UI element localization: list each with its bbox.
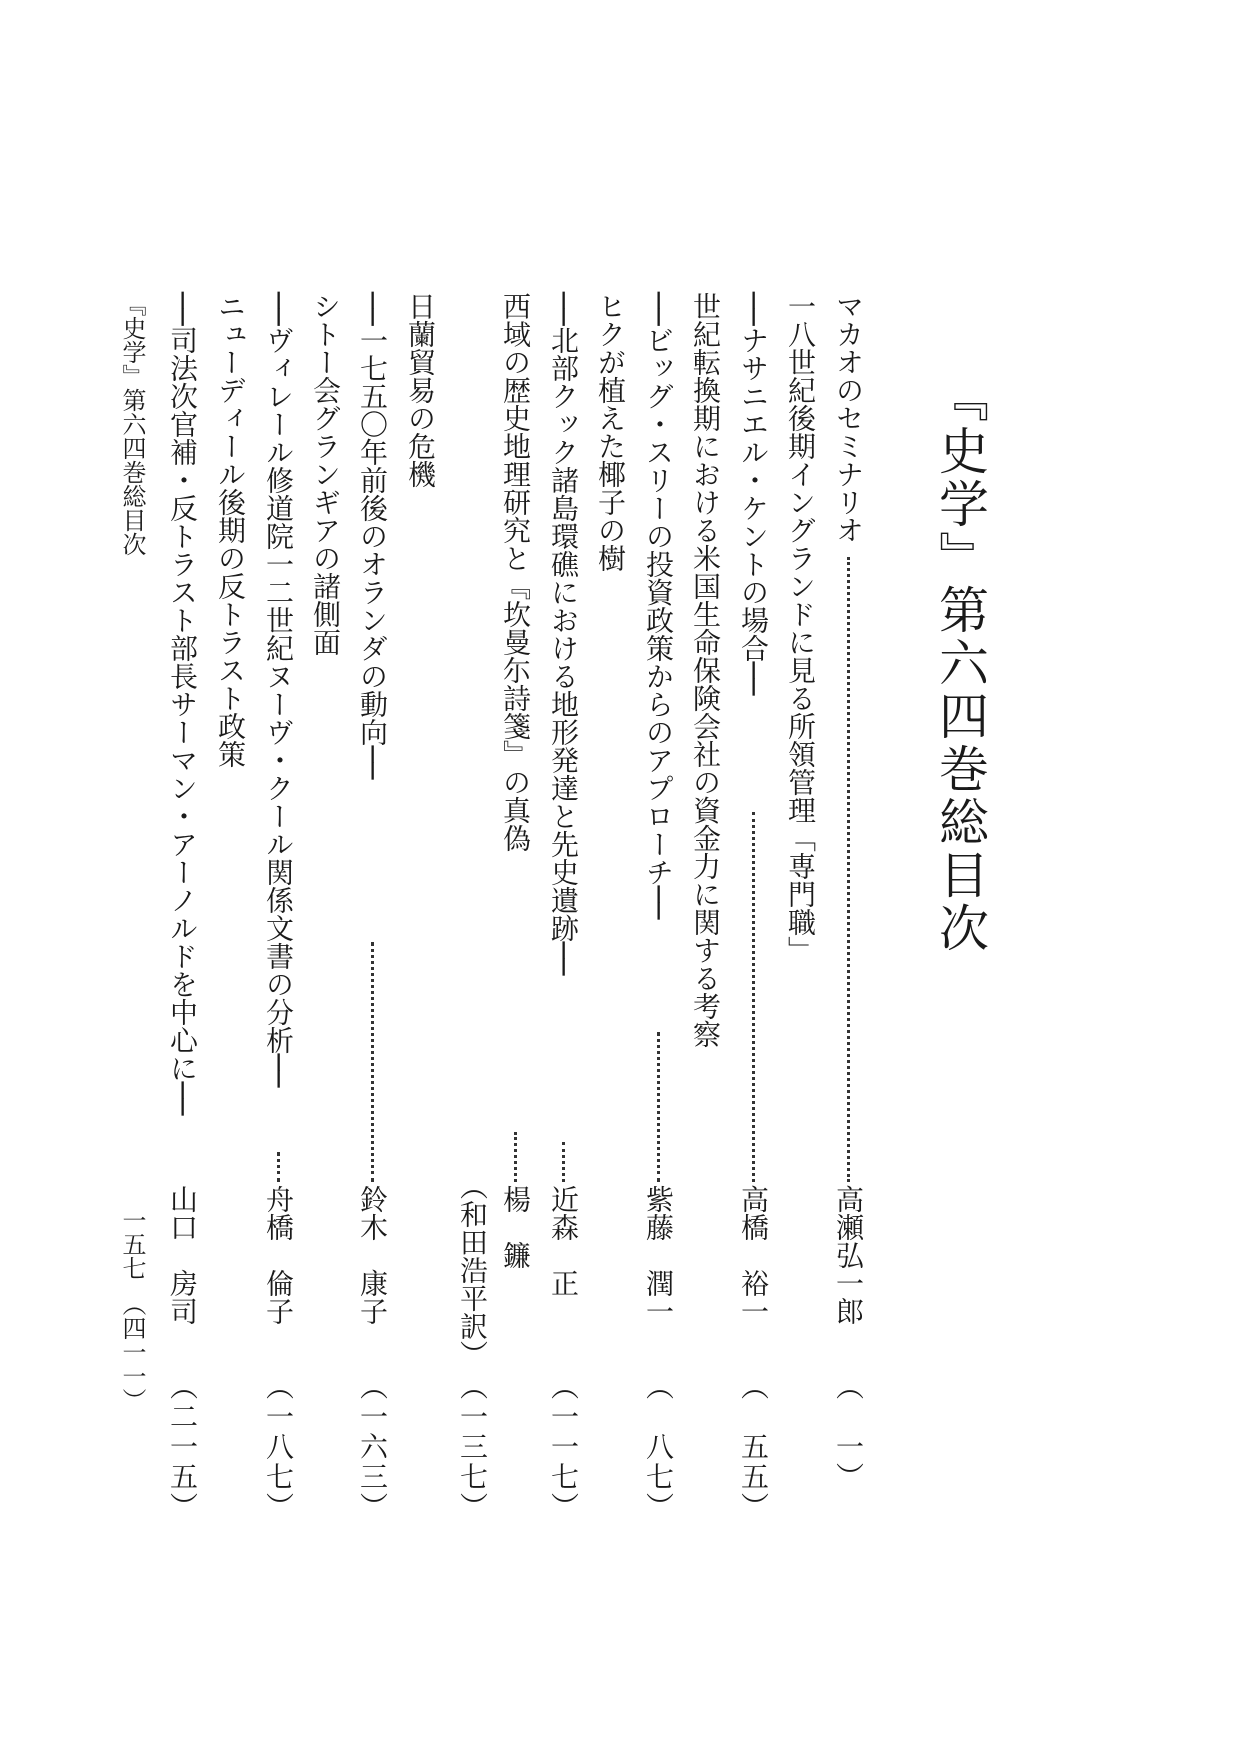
entry-author: 鈴木 康子: [356, 1185, 389, 1325]
toc-entry: [352, 292, 392, 1532]
entry-subtitle: ──ヴィレール修道院一二世紀ヌーヴ・クール関係文書の分析──: [262, 292, 295, 1088]
entry-author: 紫藤 潤一: [642, 1185, 675, 1325]
dot-leader: [847, 557, 850, 1182]
toc-entry: [590, 292, 630, 1532]
entry-subtitle: ──ビッグ・スリーの投資政策からのアプローチ──: [642, 292, 675, 920]
toc-entry: [452, 292, 492, 1532]
toc-entry: [828, 292, 868, 1532]
toc-entry: [162, 292, 202, 1532]
dot-leader: [371, 942, 374, 1182]
entry-title: ヒクが植えた椰子の樹: [594, 292, 627, 572]
entry-author: 舟橋 倫子: [262, 1185, 295, 1325]
dot-leader: [752, 812, 755, 1182]
entry-subtitle: ──司法次官補・反トラスト部長サーマン・アーノルドを中心に──: [166, 292, 199, 1116]
entry-page: （ 五五）: [737, 1372, 770, 1522]
entry-page: （一八七）: [262, 1372, 295, 1522]
entry-title: 世紀転換期における米国生命保険会社の資金力に関する考察: [689, 292, 722, 1048]
toc-entry: [685, 292, 725, 1532]
entry-title: ニューディール後期の反トラスト政策: [214, 292, 247, 768]
entry-page: （ 一）: [832, 1372, 865, 1492]
toc-entry: [638, 292, 678, 1532]
entry-author: 高橋 裕一: [737, 1185, 770, 1325]
dot-leader: [514, 1132, 517, 1182]
entry-title: 西域の歴史地理研究と『坎曼尓詩箋』の真偽: [499, 292, 532, 852]
entry-subtitle: ──ナサニエル・ケントの場合──: [737, 292, 770, 696]
entry-author: 山口 房司: [166, 1185, 199, 1325]
entry-page: （二一五）: [166, 1372, 199, 1522]
dot-leader: [657, 1032, 660, 1182]
entry-subtitle: ──北部クック諸島環礁における地形発達と先史遺跡──: [547, 292, 580, 976]
toc-entry: [495, 292, 535, 1532]
entry-page: （一三七）: [456, 1372, 489, 1522]
page-title: 『史学』第六四巻総目次: [931, 372, 989, 955]
entry-page: （一一七）: [547, 1372, 580, 1522]
entry-translator: （和田浩平訳）: [456, 1172, 489, 1368]
running-title: 『史学』第六四巻総目次: [118, 292, 146, 556]
toc-entry: [733, 292, 773, 1532]
toc-entry: [210, 292, 250, 1532]
entry-author: 楊 鐮: [499, 1185, 532, 1269]
entry-page: （一六三）: [356, 1372, 389, 1522]
entry-title: 一八世紀後期イングランドに見る所領管理「専門職」: [784, 292, 817, 964]
toc-entry: [543, 292, 583, 1532]
toc-entry: [400, 292, 440, 1532]
dot-leader: [277, 1152, 280, 1182]
entry-title: シトー会グランギアの諸側面: [309, 292, 342, 656]
entry-subtitle: ──一七五〇年前後のオランダの動向──: [356, 292, 389, 780]
entry-page: （ 八七）: [642, 1372, 675, 1522]
entry-author: 高瀬弘一郎: [832, 1185, 865, 1325]
toc-entry: [780, 292, 820, 1532]
entry-title: マカオのセミナリオ: [832, 292, 865, 544]
entry-author: 近森 正: [547, 1185, 580, 1297]
entry-title: 日蘭貿易の危機: [404, 292, 437, 488]
dot-leader: [562, 1142, 565, 1182]
toc-entry: [305, 292, 345, 1532]
toc-entry: [258, 292, 298, 1532]
folio: 一五七 （四一一）: [118, 1208, 146, 1412]
